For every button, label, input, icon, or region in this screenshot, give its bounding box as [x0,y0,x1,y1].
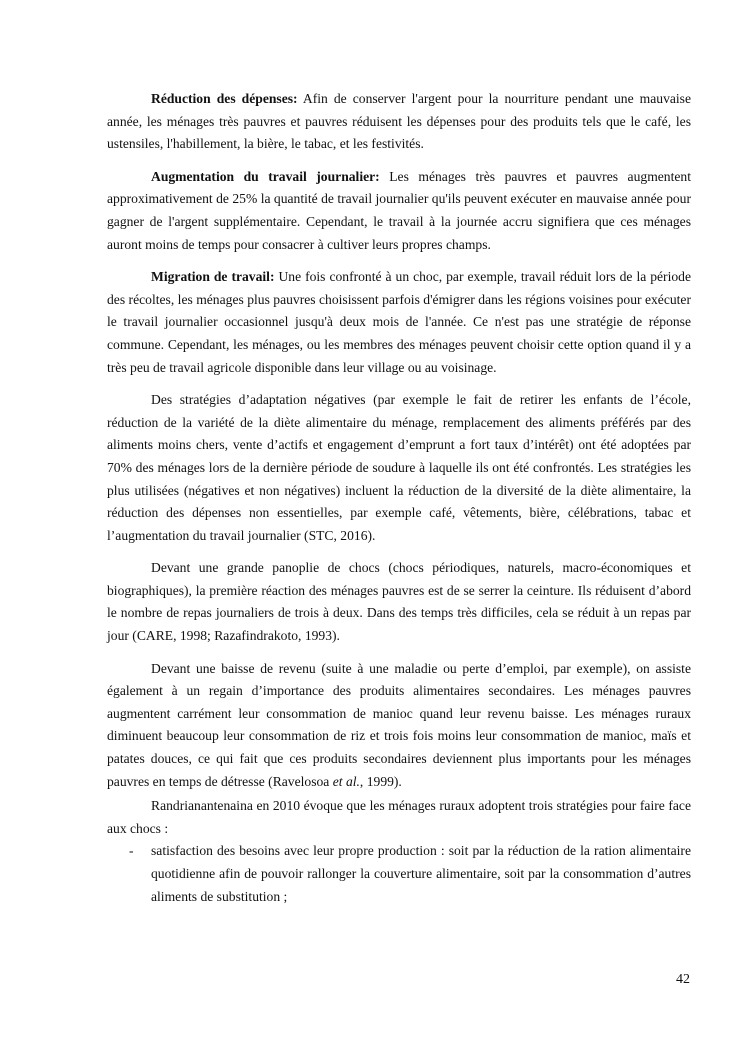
citation-italic: et al. [332,773,360,789]
list-item-text: satisfaction des besoins avec leur propre production : soit par la réduction de la ration alimentaire quotidienne afin de pouvoir rallonger la couverture alimentaire, soit par la consommation d’autres aliments de substitution ; [151,843,691,904]
paragraph-heading: Réduction des dépenses: [151,91,298,106]
list-item [107,840,691,908]
paragraph-text: Afin de conserver l'argent pour la nourriture pendant une mauvaise année, les ménages très pauvres et pauvres réduisent les dépenses pour des produits tels que le café, les ustensiles, l'habillement, la bière, le tabac, et les festivités. [107,91,692,152]
paragraph-reduction-depenses [107,88,691,156]
document-page [107,88,691,908]
paragraph-heading: Migration de travail: [151,269,275,285]
paragraph-baisse-revenu [107,658,691,794]
paragraph-randrianantenaina: Randrianantenaina en 2010 évoque que les ménages ruraux adoptent trois stratégies pour faire face aux chocs : [107,798,691,836]
paragraph-strategies-negatives: Des stratégies d’adaptation négatives (par exemple le fait de retirer les enfants de l’école, réduction de la variété de la diète alimentaire du ménage, remplacement des aliments préférés par des aliments moins chers, vente d’actifs et engagement d’emprunt a fort taux d’intérêt) ont été adoptées par 70% des ménages lors de la dernière période de soudure à laquelle ils ont été confrontés. Les stratégies les plus utilisées (négatives et non négatives) incluent la réduction de la diversité de la diète alimentaire, la réduction des dépenses non essentielles, par exemple café, vêtements, bière, célébrations, tabac et l’augmentation du travail journalier (STC, 2016). [107,392,691,543]
page-number: 42 [676,972,690,987]
paragraph-migration-travail [107,266,691,379]
paragraph-travail-journalier [107,166,691,256]
paragraph-text: Les ménages très pauvres et pauvres augmentent approximativement de 25% la quantité de travail journalier qu'ils peuvent exécuter en mauvaise année pour gagner de l'argent supplémentaire. Cependant, le travail à la journée accru signifiera que ces ménages auront moins de temps pour consacrer à cultiver leurs propres champs. [107,168,691,252]
paragraph-panoplie-chocs: Devant une grande panoplie de chocs (chocs périodiques, naturels, macro-économiques et biographiques), la première réaction des ménages pauvres est de se serrer la ceinture. Ils réduisent d’abord le nombre de repas journaliers de trois à deux. Dans des temps très difficiles, cela se réduit à un repas par jour (CARE, 1998; Razafindrakoto, 1993). [107,560,691,644]
paragraph-text-end: , 1999). [359,773,402,789]
paragraph-heading: Augmentation du travail journalier: [151,168,380,184]
list-bullet: - [129,843,134,859]
paragraph-text: Une fois confronté à un choc, par exemple, travail réduit lors de la période des récoltes, les ménages plus pauvres choisissent parfois d'émigrer dans les régions voisines pour exécuter le travail journalier occasionnel jusqu'à deux mois de l'année. Ce n'est pas une stratégie de réponse commune. Cependant, les ménages, ou les membres des ménages peuvent choisir cette option quand il y a très peu de travail agricole disponible dans leur village ou au voisinage. [107,269,691,375]
paragraph-text: Devant une baisse de revenu (suite à une maladie ou perte d’emploi, par exemple), on assiste également à un regain d’importance des produits alimentaires secondaires. Les ménages pauvres augmentent carrément leur consommation de manioc quand leur revenu baisse. Les ménages ruraux diminuent beaucoup leur consommation de riz et trois fois moins leur consommation de manioc, maïs et patates douces, ce qui fait que ces produits secondaires deviennent plus importants pour les ménages pauvres en temps de détresse (Ravelosoa [107,660,691,789]
strategies-list [107,840,691,908]
